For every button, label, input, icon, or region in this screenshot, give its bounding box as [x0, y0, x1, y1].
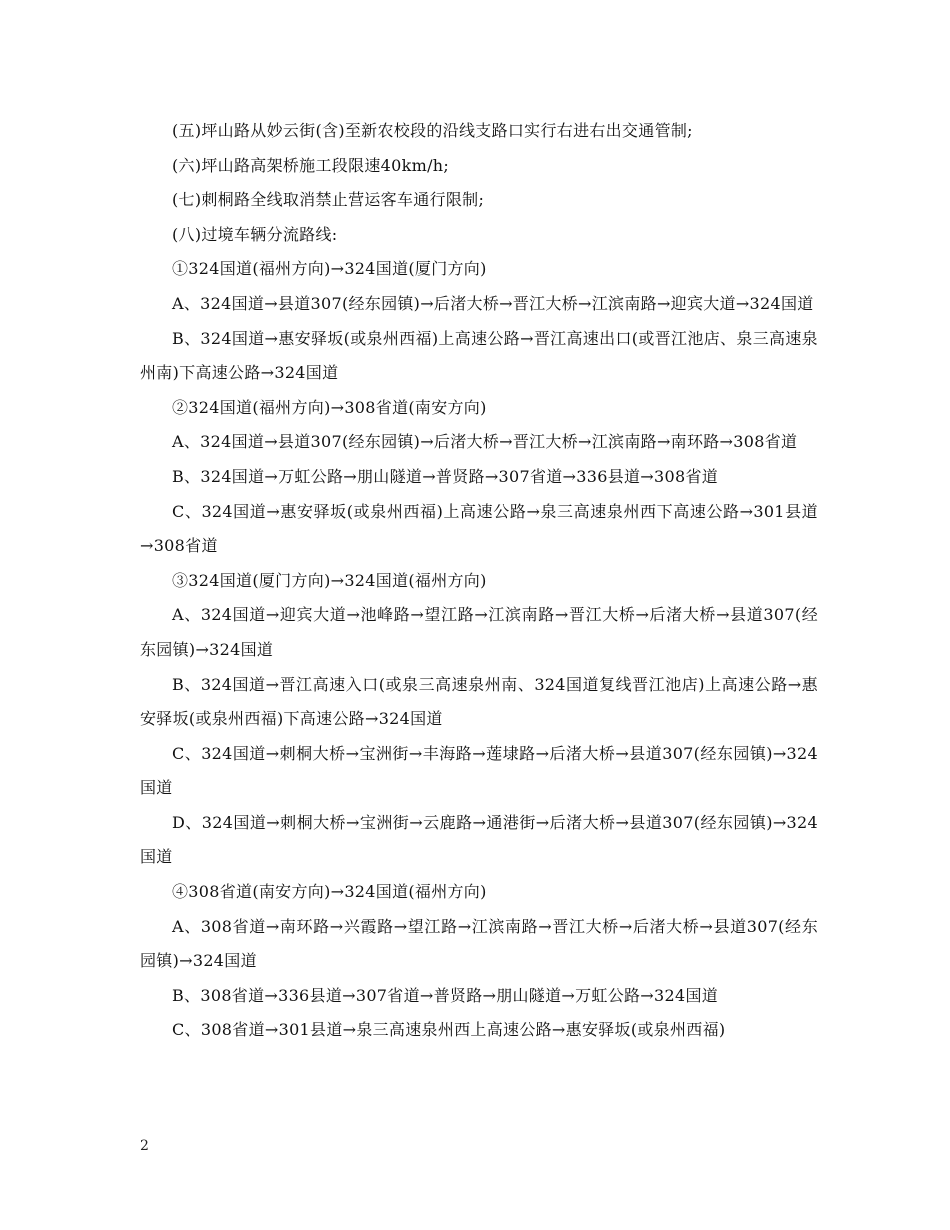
route-2-option-b: B、324国道→万虹公路→朋山隧道→普贤路→307省道→336县道→308省道 [172, 466, 719, 486]
route-4-option-b: B、308省道→336县道→307省道→普贤路→朋山隧道→万虹公路→324国道 [172, 985, 719, 1005]
route-2-option-a: A、324国道→县道307(经东园镇)→后渚大桥→晋江大桥→江滨南路→南环路→308省道 [172, 432, 798, 452]
page-number: 2 [140, 1138, 149, 1154]
route-3-option-c: C、324国道→刺桐大桥→宝洲街→丰海路→莲埭路→后渚大桥→县道307(经东园镇)→324国道 [140, 743, 818, 798]
paragraph-item-7: (七)刺桐路全线取消禁止营运客车通行限制; [172, 190, 485, 210]
route-heading-2: ②324国道(福州方向)→308省道(南安方向) [172, 397, 487, 417]
paragraph-item-8: (八)过境车辆分流路线: [172, 224, 338, 244]
route-2-option-c: C、324国道→惠安驿坂(或泉州西福)上高速公路→泉三高速泉州西下高速公路→301县道→308省道 [140, 501, 818, 556]
document-body [140, 114, 818, 1048]
route-3-option-a: A、324国道→迎宾大道→池峰路→望江路→江滨南路→晋江大桥→后渚大桥→县道307(经东园镇)→324国道 [140, 605, 818, 659]
paragraph-item-6: (六)坪山路高架桥施工段限速40km/h; [172, 155, 450, 175]
route-4-option-a: A、308省道→南环路→兴霞路→望江路→江滨南路→晋江大桥→后渚大桥→县道307(经东园镇)→324国道 [140, 916, 818, 971]
paragraph-item-5: (五)坪山路从妙云街(含)至新农校段的沿线支路口实行右进右出交通管制; [172, 121, 693, 140]
route-3-option-b: B、324国道→晋江高速入口(或泉三高速泉州南、324国道复线晋江池店)上高速公路→惠安驿坂(或泉州西福)下高速公路→324国道 [140, 674, 818, 729]
route-4-option-c: C、308省道→301县道→泉三高速泉州西上高速公路→惠安驿坂(或泉州西福) [172, 1020, 726, 1040]
route-1-option-b: B、324国道→惠安驿坂(或泉州西福)上高速公路→晋江高速出口(或晋江池店、泉三高速泉州南)下高速公路→324国道 [140, 328, 818, 383]
route-1-option-a: A、324国道→县道307(经东园镇)→后渚大桥→晋江大桥→江滨南路→迎宾大道→324国道 [172, 293, 814, 313]
route-heading-3: ③324国道(厦门方向)→324国道(福州方向) [172, 570, 487, 590]
route-3-option-d: D、324国道→刺桐大桥→宝洲街→云鹿路→通港街→后渚大桥→县道307(经东园镇)→324国道 [140, 812, 818, 867]
route-heading-4: ④308省道(南安方向)→324国道(福州方向) [172, 882, 487, 902]
route-heading-1: ①324国道(福州方向)→324国道(厦门方向) [172, 259, 487, 279]
